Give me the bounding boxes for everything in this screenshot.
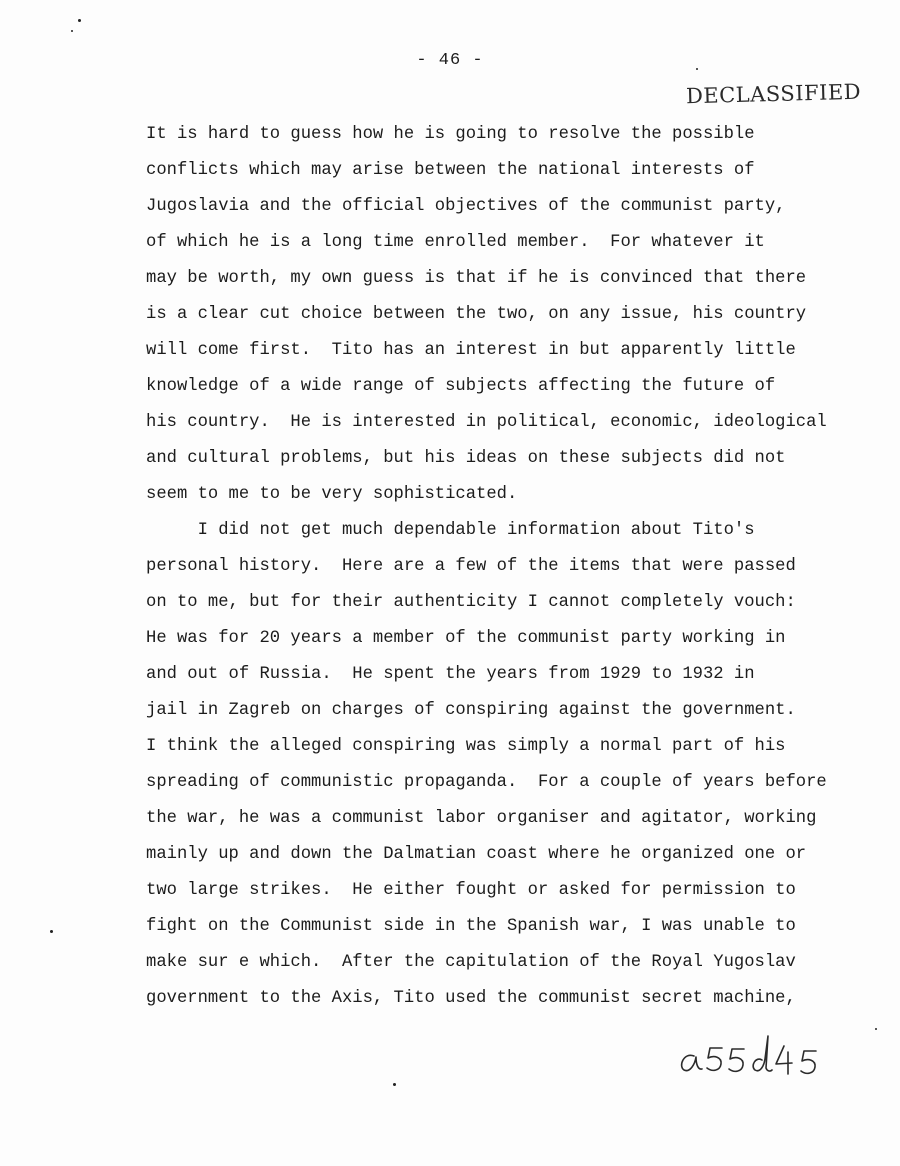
text-line: on to me, but for their authenticity I cannot completely vouch: <box>146 593 796 612</box>
text-line: jail in Zagreb on charges of conspiring against the government. <box>146 701 796 720</box>
text-line: It is hard to guess how he is going to resolve the possible <box>146 125 755 144</box>
text-line: I think the alleged conspiring was simply a normal part of his <box>146 737 786 756</box>
declassified-stamp: DECLASSIFIED <box>685 79 862 109</box>
text-line: seem to me to be very sophisticated. <box>146 485 518 504</box>
speck <box>50 930 53 933</box>
speck <box>696 68 698 70</box>
speck <box>71 30 73 32</box>
text-line: personal history. Here are a few of the items that were passed <box>146 557 796 576</box>
text-line: of which he is a long time enrolled member. For whatever it <box>146 233 765 252</box>
text-line: government to the Axis, Tito used the communist secret machine, <box>146 989 796 1008</box>
text-line: is a clear cut choice between the two, on any issue, his country <box>146 305 807 324</box>
text-line: fight on the Communist side in the Spanish war, I was unable to <box>146 917 796 936</box>
text-line: He was for 20 years a member of the communist party working in <box>146 629 786 648</box>
text-line: I did not get much dependable information about Tito's <box>146 521 755 540</box>
text-line: may be worth, my own guess is that if he is convinced that there <box>146 269 807 288</box>
text-line: two large strikes. He either fought or asked for permission to <box>146 881 796 900</box>
text-line: and cultural problems, but his ideas on these subjects did not <box>146 449 786 468</box>
body-text <box>146 122 866 1022</box>
speck <box>393 1083 396 1086</box>
text-line: make sur e which. After the capitulation of the Royal Yugoslav <box>146 953 796 972</box>
speck <box>875 1028 877 1030</box>
text-line: conflicts which may arise between the national interests of <box>146 161 755 180</box>
text-line: mainly up and down the Dalmatian coast where he organized one or <box>146 845 807 864</box>
text-line: spreading of communistic propaganda. For a couple of years before <box>146 773 827 792</box>
text-line: Jugoslavia and the official objectives of the communist party, <box>146 197 786 216</box>
text-line: his country. He is interested in political, economic, ideological <box>146 413 827 432</box>
text-line: and out of Russia. He spent the years from 1929 to 1932 in <box>146 665 755 684</box>
speck <box>78 19 81 22</box>
page-number: - 46 - <box>416 51 484 70</box>
text-line: knowledge of a wide range of subjects affecting the future of <box>146 377 776 396</box>
text-line: will come first. Tito has an interest in but apparently little <box>146 341 796 360</box>
text-line: the war, he was a communist labor organiser and agitator, working <box>146 809 817 828</box>
handwritten-mark <box>676 1026 846 1086</box>
